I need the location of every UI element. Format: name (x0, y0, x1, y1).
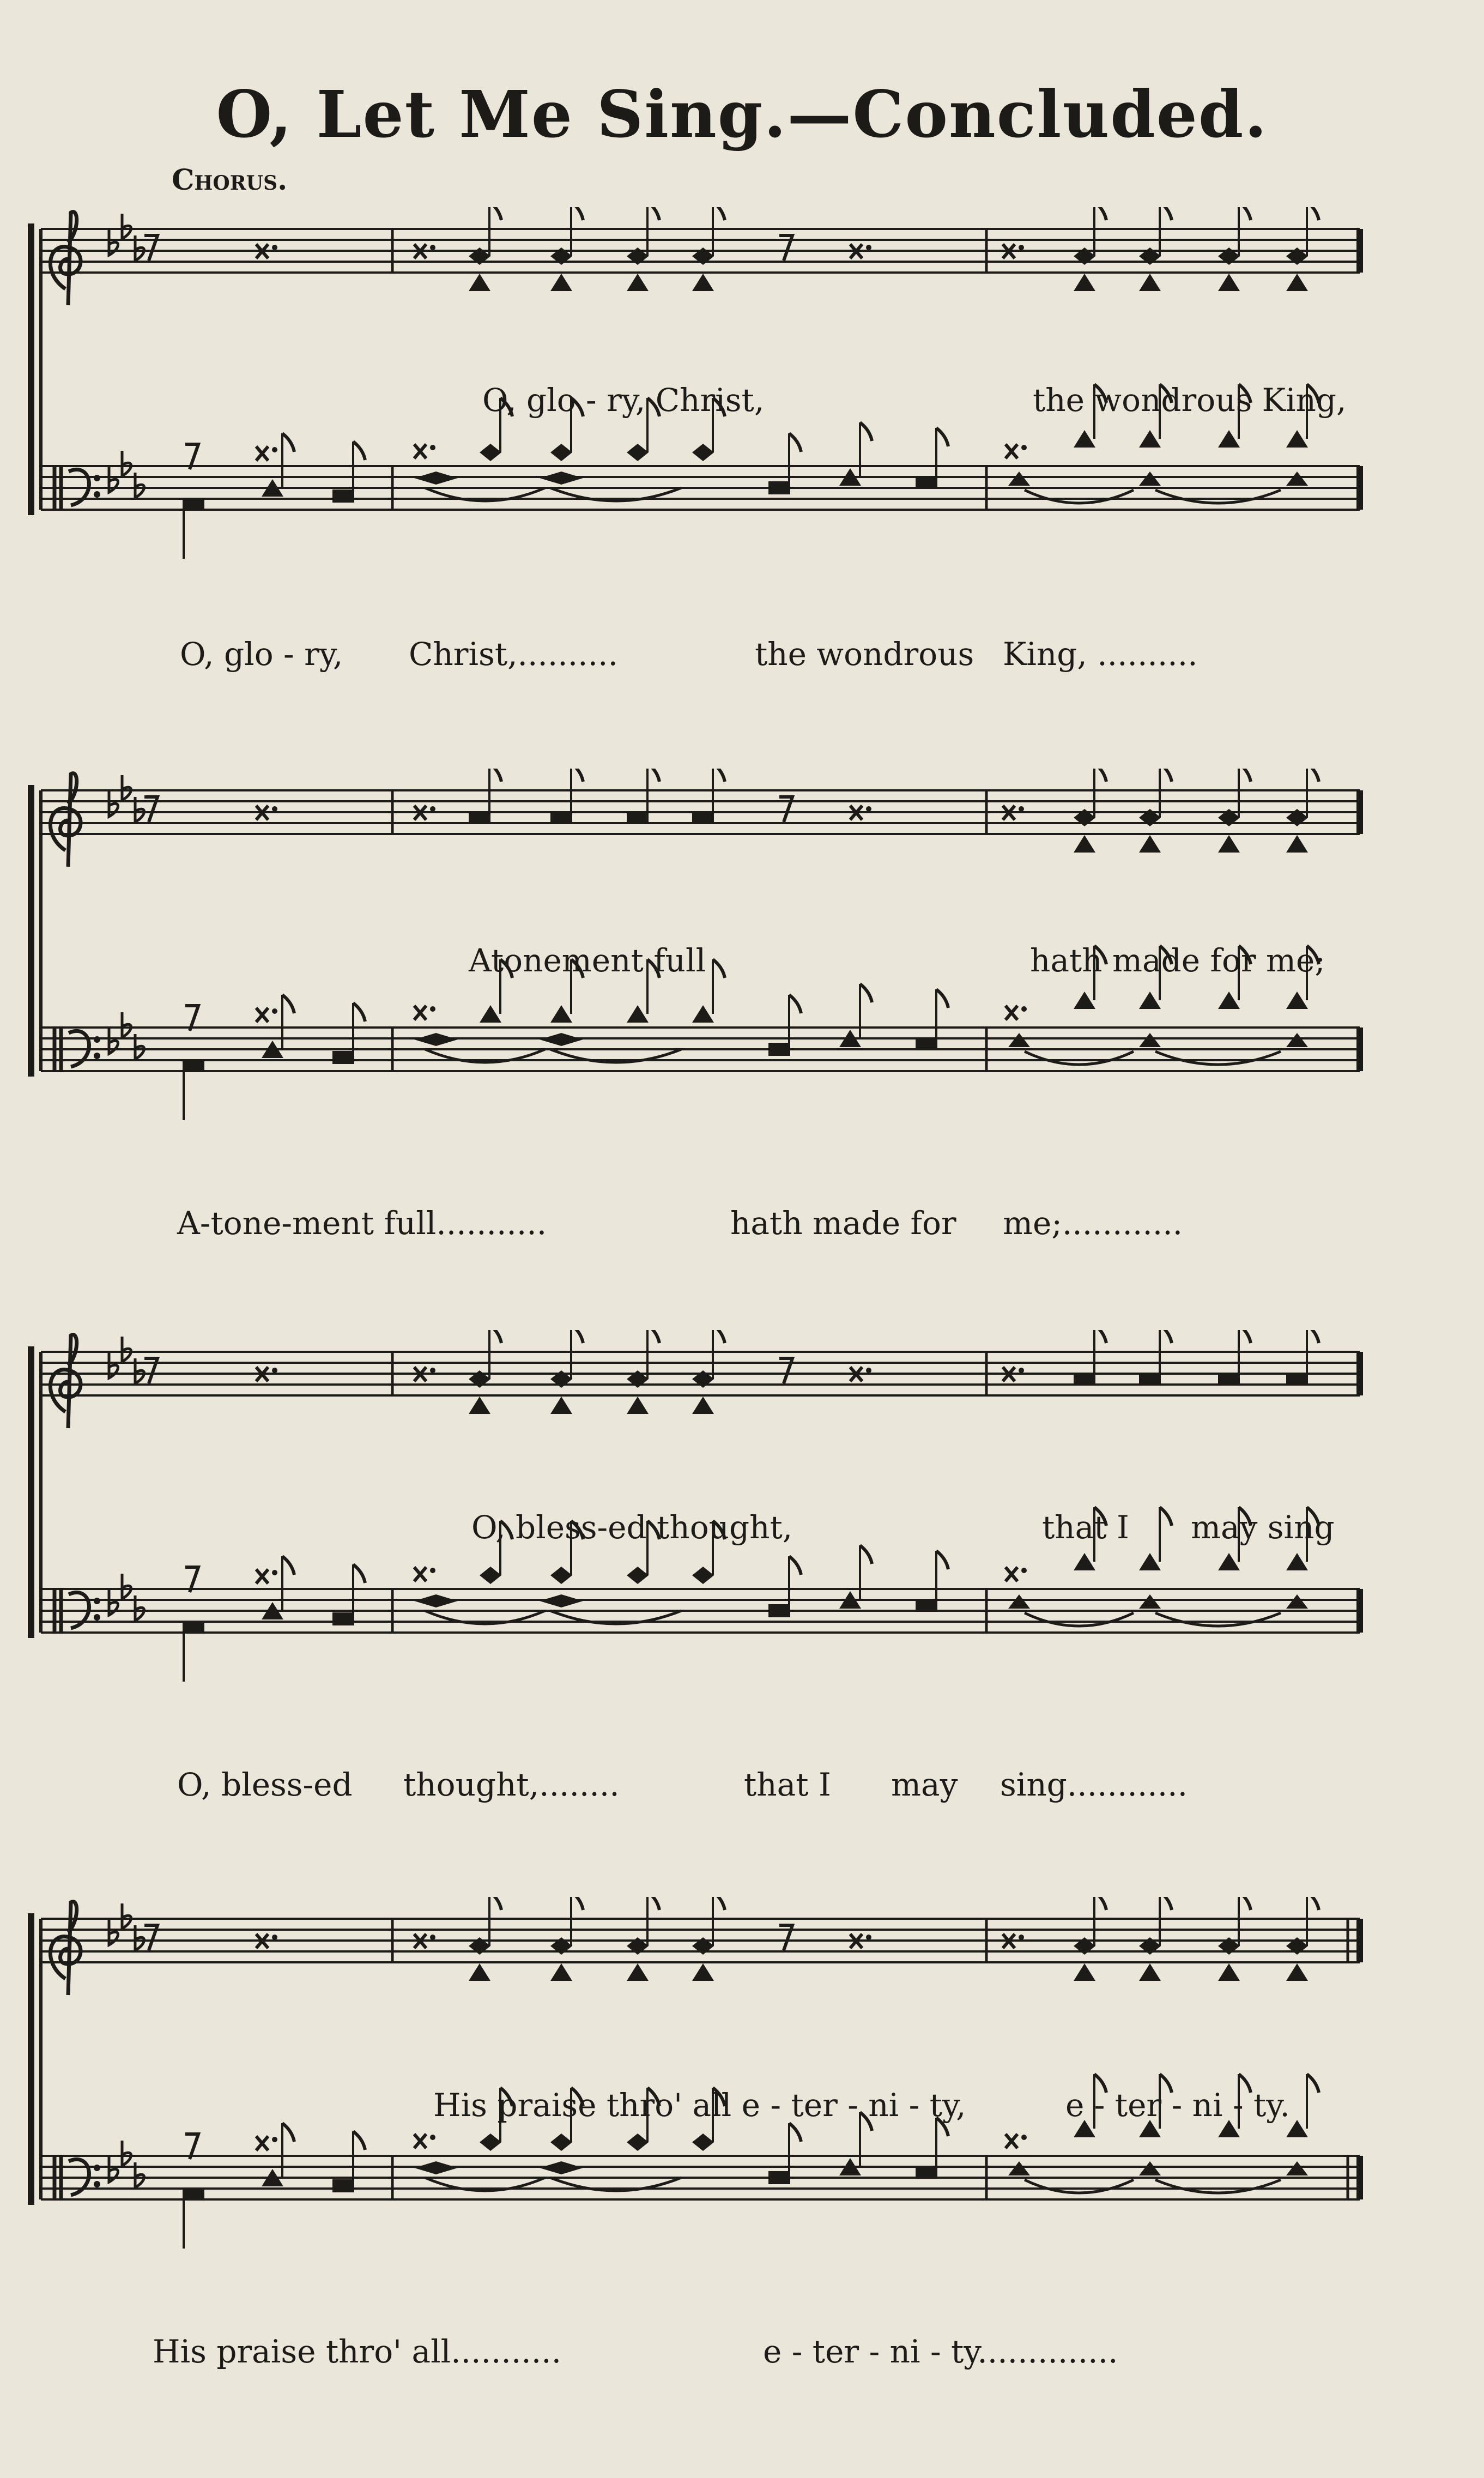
note-head (550, 274, 572, 291)
note-head (1286, 2161, 1308, 2175)
quarter-rest (256, 446, 268, 461)
note-head (916, 2166, 937, 2179)
note-head (550, 2134, 572, 2151)
note-flag (282, 1556, 294, 1575)
note-flag (571, 207, 583, 220)
music-system-2 (0, 769, 1484, 1259)
flat-sign (122, 1903, 131, 1929)
note-head (1286, 1033, 1308, 1047)
note-flag (713, 769, 725, 782)
rest-dot (272, 245, 277, 250)
flat-sign (122, 1574, 131, 1599)
rest-dot (272, 447, 277, 452)
clef-dot (94, 1598, 100, 1604)
quarter-rest (414, 2134, 426, 2148)
note-flag (571, 1897, 583, 1910)
note-head (1286, 274, 1308, 291)
clef-dot (94, 1036, 100, 1043)
note-head (1218, 430, 1240, 448)
note-head (1139, 1373, 1161, 1386)
slur (1025, 1613, 1134, 1626)
note-flag (713, 1897, 725, 1910)
rest-dot (430, 445, 435, 450)
note-head (480, 444, 501, 461)
note-head (550, 444, 572, 461)
note-flag (282, 995, 294, 1013)
rest-dot (1019, 1935, 1024, 1940)
note-head (692, 811, 714, 824)
note-head (916, 476, 937, 489)
note-head (1074, 274, 1095, 291)
rest-dot (1021, 1568, 1027, 1573)
note-flag (489, 1897, 501, 1910)
note-flag (1160, 207, 1172, 220)
note-head (1139, 1963, 1161, 1981)
note-head (183, 2187, 204, 2201)
note-head (1008, 1594, 1030, 1609)
clef-dot (94, 1614, 100, 1621)
note-head (627, 1397, 649, 1414)
note-head (1218, 1963, 1240, 1981)
note-flag (1094, 1330, 1106, 1343)
upper-lyric: hath made for me; (1030, 942, 1325, 979)
upper-lyric: that I (1042, 1509, 1129, 1546)
note-head (916, 1037, 937, 1050)
rest-dot (272, 1368, 277, 1373)
note-head (1286, 1373, 1308, 1386)
clef-dot (94, 2165, 100, 2171)
note-head (414, 472, 458, 485)
note-head (1139, 2161, 1161, 2175)
note-head (1218, 1553, 1240, 1570)
note-flag (936, 1551, 948, 1569)
note-head (414, 1033, 458, 1046)
staff-system-2 (0, 769, 1484, 1259)
note-head (1074, 1553, 1095, 1570)
note-flag (1094, 207, 1106, 220)
chorus-label: Chorus. (172, 164, 288, 197)
note-flag (353, 2131, 365, 2150)
note-flag (789, 1556, 801, 1575)
note-head (550, 811, 572, 824)
note-head (1139, 274, 1161, 291)
note-head (414, 2161, 458, 2174)
note-head (1008, 1033, 1030, 1047)
note-head (1139, 430, 1161, 448)
rest-dot (866, 806, 871, 812)
quarter-rest (1006, 1567, 1017, 1581)
rest-dot (430, 245, 435, 250)
note-head (332, 489, 354, 503)
clef-dot (94, 1053, 100, 1059)
note-head (627, 811, 649, 824)
upper-lyric: Atonement full (469, 942, 706, 979)
note-head (1139, 1033, 1161, 1047)
rest-dot (1021, 1006, 1027, 1012)
note-flag (1239, 1330, 1251, 1343)
treble-clef (50, 1335, 81, 1428)
quarter-rest (414, 1006, 426, 1020)
note-head (692, 1963, 714, 1981)
rest-dot (1019, 806, 1024, 812)
note-head (469, 1963, 490, 1981)
music-system-1 (0, 207, 1484, 698)
quarter-rest (414, 444, 426, 458)
flat-sign (122, 775, 131, 800)
note-flag (789, 2123, 801, 2142)
note-head (692, 1397, 714, 1414)
staff-system-1 (0, 207, 1484, 698)
slur (1155, 1613, 1281, 1626)
note-head (1139, 835, 1161, 853)
note-flag (789, 433, 801, 452)
upper-lyric: e - ter - ni - ty. (1065, 2087, 1290, 2124)
note-flag (1094, 769, 1106, 782)
rest-dot (430, 1368, 435, 1373)
note-flag (1307, 2074, 1319, 2093)
quarter-rest (1006, 444, 1017, 458)
rest-dot (430, 1935, 435, 1940)
rest-dot (272, 2137, 277, 2142)
lower-lyric: that I (744, 1766, 831, 1803)
note-flag (713, 1330, 725, 1343)
upper-lyric: the wondrous King, (1033, 382, 1347, 419)
note-head (1139, 1553, 1161, 1570)
note-flag (1160, 769, 1172, 782)
rest-dot (1021, 2135, 1027, 2140)
clef-dot (94, 491, 100, 498)
rest-dot (272, 806, 277, 812)
note-head (332, 1612, 354, 1625)
note-head (1218, 992, 1240, 1009)
note-head (480, 1567, 501, 1584)
note-head (1074, 992, 1095, 1009)
note-head (1286, 1594, 1308, 1609)
note-flag (713, 959, 725, 978)
rest-dot (430, 806, 435, 812)
note-head (627, 274, 649, 291)
note-flag (713, 207, 725, 220)
note-head (540, 472, 583, 485)
note-head (1074, 835, 1095, 853)
note-flag (860, 984, 872, 1002)
rest-dot (430, 2135, 435, 2140)
note-head (1218, 274, 1240, 291)
slur (1025, 1051, 1134, 1065)
note-flag (936, 428, 948, 446)
lower-lyric: thought,........ (403, 1766, 620, 1803)
treble-clef (50, 212, 81, 305)
note-head (540, 1033, 583, 1046)
rest-dot (866, 245, 871, 250)
note-flag (282, 433, 294, 452)
lower-lyric: O, bless-ed (177, 1766, 353, 1803)
flat-sign (122, 2141, 131, 2166)
note-head (1286, 835, 1308, 853)
note-head (1286, 992, 1308, 1009)
quarter-rest (1006, 1006, 1017, 1020)
note-head (692, 274, 714, 291)
note-flag (1307, 1330, 1319, 1343)
note-head (1074, 430, 1095, 448)
clef-dot (94, 475, 100, 481)
note-head (1286, 472, 1308, 486)
note-flag (489, 1330, 501, 1343)
note-head (627, 1963, 649, 1981)
note-flag (353, 1564, 365, 1583)
lower-lyric: sing............ (1000, 1766, 1188, 1803)
note-head (1074, 1373, 1095, 1386)
rest-dot (272, 1008, 277, 1014)
note-head (1139, 472, 1161, 486)
note-flag (789, 995, 801, 1013)
note-head (469, 811, 490, 824)
rest-dot (1019, 1368, 1024, 1373)
slur (1155, 1051, 1281, 1065)
note-head (469, 274, 490, 291)
lower-lyric: the wondrous (755, 636, 974, 673)
note-head (1074, 1963, 1095, 1981)
note-head (414, 1594, 458, 1607)
rest-dot (1019, 245, 1024, 250)
note-head (1286, 1553, 1308, 1570)
rest-dot (866, 1935, 871, 1940)
upper-lyric: may sing (1191, 1509, 1335, 1546)
note-flag (1160, 1330, 1172, 1343)
lower-lyric: e - ter - ni - ty.............. (763, 2333, 1118, 2370)
lower-lyric: A-tone-ment full........... (177, 1205, 547, 1242)
note-head (550, 1567, 572, 1584)
rest-dot (272, 1935, 277, 1940)
note-head (768, 481, 790, 494)
note-flag (282, 2123, 294, 2142)
note-head (550, 1397, 572, 1414)
note-head (183, 498, 204, 511)
music-system-3 (0, 1330, 1484, 1821)
slur (1025, 490, 1134, 503)
slur (1025, 2180, 1134, 2193)
slur (1155, 2180, 1281, 2193)
upper-lyric: His praise thro' all e - ter - ni - ty, (433, 2087, 966, 2124)
note-flag (647, 1897, 659, 1910)
note-flag (647, 1330, 659, 1343)
note-head (1008, 472, 1030, 486)
note-flag (860, 422, 872, 441)
note-flag (353, 1003, 365, 1022)
flat-sign (122, 214, 131, 239)
note-head (480, 1005, 501, 1023)
note-flag (571, 769, 583, 782)
note-head (768, 1604, 790, 1617)
note-flag (1307, 769, 1319, 782)
note-head (540, 1594, 583, 1607)
note-head (1139, 1594, 1161, 1609)
staff-system-3 (0, 1330, 1484, 1821)
note-flag (860, 1545, 872, 1564)
note-flag (1239, 1897, 1251, 1910)
note-head (768, 2171, 790, 2184)
note-head (768, 1043, 790, 1056)
quarter-rest (1006, 2134, 1017, 2148)
note-flag (647, 207, 659, 220)
note-flag (1239, 769, 1251, 782)
lower-lyric: me;............ (1003, 1205, 1183, 1242)
note-head (1286, 430, 1308, 448)
note-head (1218, 1373, 1240, 1386)
note-head (550, 1963, 572, 1981)
note-head (1139, 992, 1161, 1009)
lower-lyric: Christ,.......... (409, 636, 618, 673)
note-head (627, 1567, 649, 1584)
note-flag (1160, 1507, 1172, 1526)
rest-dot (430, 1568, 435, 1573)
note-flag (353, 442, 365, 460)
note-head (627, 444, 649, 461)
note-head (540, 2161, 583, 2174)
rest-dot (1021, 445, 1027, 450)
note-flag (489, 207, 501, 220)
note-head (480, 2134, 501, 2151)
note-flag (1094, 1897, 1106, 1910)
note-head (332, 1051, 354, 1064)
music-system-4 (0, 1897, 1484, 2388)
lower-lyric: His praise thro' all........... (153, 2333, 562, 2370)
quarter-rest (414, 1567, 426, 1581)
lower-lyric: hath made for (730, 1205, 956, 1242)
note-flag (1239, 207, 1251, 220)
note-flag (571, 1330, 583, 1343)
note-flag (1160, 1897, 1172, 1910)
note-head (550, 1005, 572, 1023)
note-head (627, 2134, 649, 2151)
quarter-rest (256, 1569, 268, 1583)
lower-lyric: O, glo - ry, (180, 636, 343, 673)
rest-dot (866, 1368, 871, 1373)
note-head (692, 2134, 714, 2151)
flat-sign (122, 451, 131, 476)
quarter-rest (256, 2136, 268, 2150)
clef-dot (94, 2181, 100, 2187)
note-head (183, 1621, 204, 1634)
note-head (692, 1567, 714, 1584)
note-flag (1307, 1897, 1319, 1910)
slur (1155, 490, 1281, 503)
note-flag (1307, 207, 1319, 220)
note-head (1008, 2161, 1030, 2175)
flat-sign (122, 1337, 131, 1362)
treble-clef (50, 773, 81, 867)
flat-sign (122, 1012, 131, 1037)
treble-clef (50, 1902, 81, 1995)
quarter-rest (256, 1008, 268, 1022)
page-title: O, Let Me Sing.—Concluded. (216, 76, 1268, 152)
note-flag (489, 769, 501, 782)
rest-dot (430, 1006, 435, 1012)
note-head (692, 1005, 714, 1023)
note-head (183, 1059, 204, 1072)
note-flag (647, 769, 659, 782)
upper-lyric: O, glo - ry, Christ, (482, 382, 765, 419)
note-head (469, 1397, 490, 1414)
staff-system-4 (0, 1897, 1484, 2388)
note-head (332, 2179, 354, 2192)
note-flag (936, 989, 948, 1008)
note-head (692, 444, 714, 461)
lower-lyric: may (891, 1766, 958, 1803)
note-head (916, 1599, 937, 1612)
lower-lyric: King, .......... (1003, 636, 1198, 673)
note-head (1218, 835, 1240, 853)
note-head (1286, 1963, 1308, 1981)
upper-lyric: O, bless-ed thought, (471, 1509, 793, 1546)
note-head (627, 1005, 649, 1023)
rest-dot (272, 1570, 277, 1575)
